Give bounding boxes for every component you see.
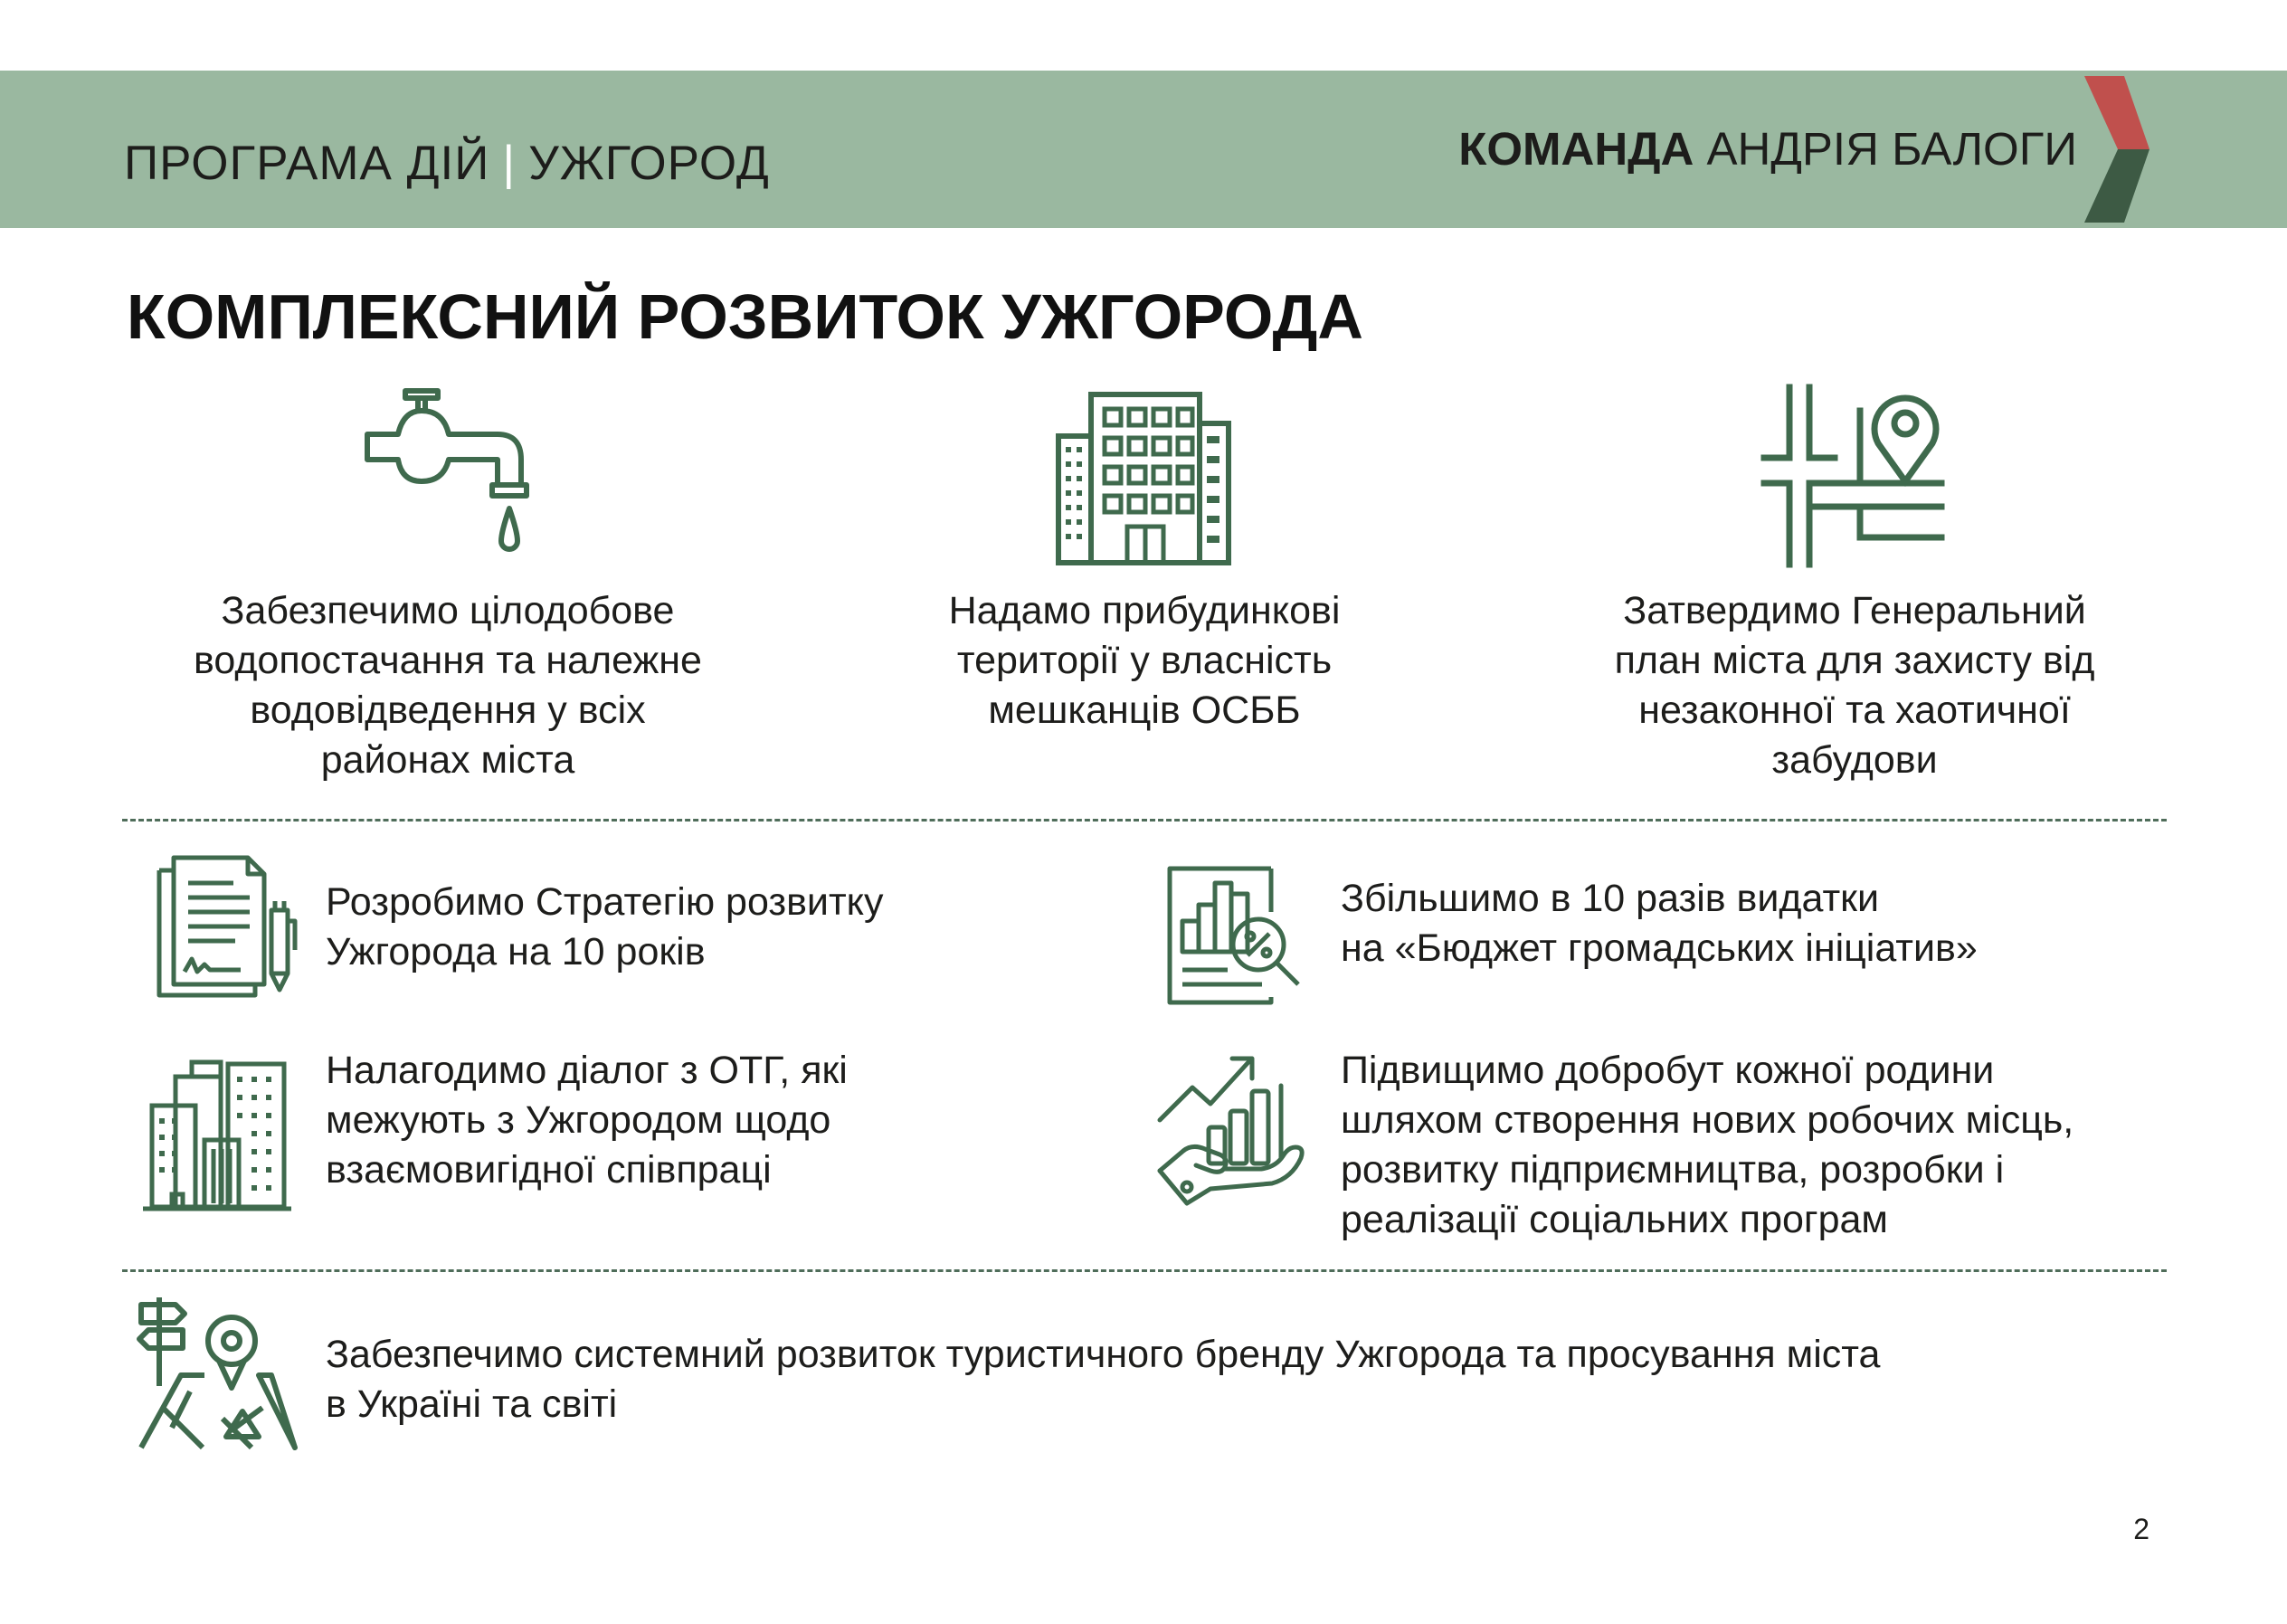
text-line: на «Бюджет громадських ініціатив» [1341,926,1978,970]
water-supply-text [136,586,760,785]
city-map-pin-icon [1760,384,1947,570]
growth-hand-icon [1156,1049,1306,1212]
text-line: реалізації соціальних програм [1341,1198,1888,1241]
text-line: в Україні та світі [326,1382,618,1426]
team-bold: КОМАНДА [1458,123,1694,175]
section-divider [122,1269,2167,1272]
text-line: Збільшимо в 10 разів видатки [1341,877,1880,920]
welfare-text [1341,1046,2073,1245]
strategy-text [326,878,883,977]
page-title: КОМПЛЕКСНИЙ РОЗВИТОК УЖГОРОДА [127,281,1363,352]
program-title [124,136,770,191]
text-line: план міста для захисту від [1614,639,2095,682]
text-line: межують з Ужгородом щодо [326,1098,831,1142]
text-line: районах міста [320,738,575,782]
text-line: забудови [1771,738,1938,782]
general-plan-text [1538,586,2171,785]
text-line: Забезпечимо цілодобове [221,589,675,632]
text-line: Налагодимо діалог з ОТГ, які [326,1049,848,1092]
tourism-text [326,1330,1880,1429]
osbb-territories-text [832,586,1457,736]
text-line: Забезпечимо системний розвиток туристичного бренду Ужгорода та просування міста [326,1333,1881,1376]
team-title [1458,122,2077,176]
text-line: шляхом створення нових робочих місць, [1341,1098,2074,1142]
text-line: незаконної та хаотичної [1638,689,2071,732]
text-line: Надамо прибудинкові [948,589,1341,632]
header-separator: | [502,137,517,190]
brand-chevron-icon [2077,76,2149,223]
city-buildings-icon [141,1059,293,1214]
apartment-building-icon [1055,391,1232,566]
water-tap-icon [362,387,534,568]
team-name: АНДРІЯ БАЛОГИ [1706,123,2077,175]
text-line: розвитку підприємництва, розробки і [1341,1148,2005,1192]
text-line: мешканців ОСББ [988,689,1301,732]
program-label: ПРОГРАМА ДІЙ [124,137,490,190]
strategy-document-icon [154,850,302,999]
text-line: Підвищимо добробут кожної родини [1341,1049,1995,1092]
text-line: водовідведення у всіх [250,689,646,732]
text-line: водопостачання та належне [194,639,702,682]
budget-text [1341,874,1978,973]
budget-analysis-icon [1162,861,1307,1006]
text-line: Затвердимо Генеральний [1623,589,2086,632]
text-line: Ужгорода на 10 років [326,930,706,973]
otg-dialogue-text [326,1046,848,1195]
page-number: 2 [2133,1513,2149,1545]
section-divider [122,819,2167,821]
text-line: території у власність [956,639,1333,682]
text-line: Розробимо Стратегію розвитку [326,880,884,924]
city-label: УЖГОРОД [528,137,770,190]
text-line: взаємовигідної співпраці [326,1148,772,1192]
tourism-map-icon [136,1292,299,1453]
